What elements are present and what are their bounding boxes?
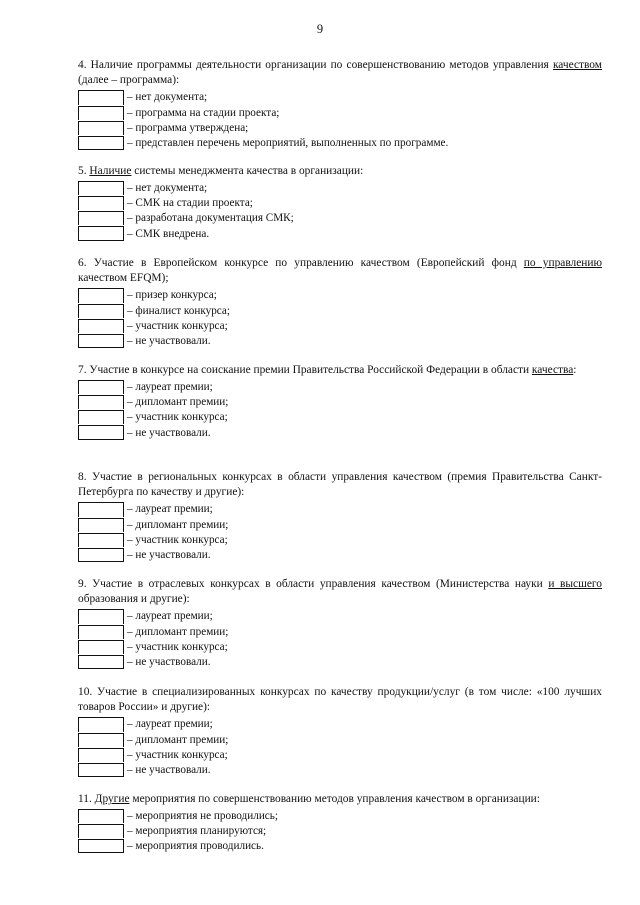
answer-option: – участник конкурса;	[78, 747, 602, 762]
page-number: 9	[316, 22, 324, 36]
answer-option: – участник конкурса;	[78, 639, 602, 654]
answer-checkbox[interactable]	[78, 395, 124, 409]
answer-checkbox[interactable]	[78, 763, 124, 777]
answer-checkbox[interactable]	[78, 548, 124, 562]
answer-option: – лауреат премии;	[78, 502, 602, 517]
question-5	[78, 164, 602, 241]
answer-checkbox[interactable]	[78, 502, 124, 516]
question-title: 8. Участие в региональных конкурсах в области управления качеством (премия Правительства Санкт-Петербурга по качеству и другие):	[78, 471, 602, 499]
answer-option: – призер конкурса;	[78, 288, 602, 303]
answer-option: – мероприятия не проводились;	[78, 808, 602, 823]
answer-option: – дипломант премии;	[78, 624, 602, 639]
answer-option: – финалист конкурса;	[78, 303, 602, 318]
question-title: 10. Участие в специализированных конкурсах по качеству продукции/услуг (в том числе: «100 лучших товаров России» и другие):	[78, 686, 602, 714]
answer-options	[78, 502, 602, 563]
answer-options	[78, 808, 602, 854]
answer-options	[78, 717, 602, 778]
answer-checkbox[interactable]	[78, 640, 124, 654]
answer-checkbox[interactable]	[78, 839, 124, 853]
answer-checkbox[interactable]	[78, 196, 124, 210]
answer-option: – не участвовали.	[78, 333, 602, 348]
answer-checkbox[interactable]	[78, 106, 124, 120]
answer-options	[78, 288, 602, 349]
answer-checkbox[interactable]	[78, 319, 124, 333]
answer-checkbox[interactable]	[78, 304, 124, 318]
answer-checkbox[interactable]	[78, 226, 124, 240]
answer-checkbox[interactable]	[78, 211, 124, 225]
answer-option: – не участвовали.	[78, 762, 602, 777]
answer-checkbox[interactable]	[78, 655, 124, 669]
question-title: 6. Участие в Европейском конкурсе по управлению качеством (Европейский фонд по управлению качеством EFQM);	[78, 257, 602, 285]
answer-options	[78, 379, 602, 440]
answer-checkbox[interactable]	[78, 181, 124, 195]
question-10	[78, 685, 602, 778]
answer-options	[78, 609, 602, 670]
answer-checkbox[interactable]	[78, 748, 124, 762]
answer-option: – дипломант премии;	[78, 732, 602, 747]
answer-options	[78, 180, 602, 241]
question-7	[78, 363, 602, 440]
answer-options	[78, 90, 602, 151]
answer-checkbox[interactable]	[78, 121, 124, 135]
question-6	[78, 256, 602, 349]
answer-checkbox[interactable]	[78, 90, 124, 104]
question-11	[78, 792, 602, 854]
answer-option: – участник конкурса;	[78, 532, 602, 547]
answer-option: – разработана документация СМК;	[78, 211, 602, 226]
answer-option: – участник конкурса;	[78, 318, 602, 333]
answer-checkbox[interactable]	[78, 717, 124, 731]
answer-option: – нет документа;	[78, 90, 602, 105]
question-title: 7. Участие в конкурсе на соискание премии Правительства Российской Федерации в области качества:	[78, 364, 577, 376]
question-9	[78, 577, 602, 670]
answer-checkbox[interactable]	[78, 518, 124, 532]
answer-option: – СМК на стадии проекта;	[78, 196, 602, 211]
answer-option: – не участвовали.	[78, 654, 602, 669]
question-title: 4. Наличие программы деятельности организации по совершенствованию методов управления качеством (далее – программа):	[78, 59, 602, 87]
answer-checkbox[interactable]	[78, 809, 124, 823]
answer-option: – нет документа;	[78, 180, 602, 195]
answer-option: – не участвовали.	[78, 425, 602, 440]
answer-option: – мероприятия планируются;	[78, 824, 602, 839]
answer-checkbox[interactable]	[78, 410, 124, 424]
answer-option: – дипломант премии;	[78, 395, 602, 410]
question-8	[78, 470, 602, 563]
answer-checkbox[interactable]	[78, 425, 124, 439]
answer-option: – лауреат премии;	[78, 379, 602, 394]
answer-option: – не участвовали.	[78, 547, 602, 562]
question-title: 11. Другие мероприятия по совершенствованию методов управления качеством в организации:	[78, 793, 540, 805]
answer-checkbox[interactable]	[78, 625, 124, 639]
answer-checkbox[interactable]	[78, 136, 124, 150]
answer-checkbox[interactable]	[78, 733, 124, 747]
question-4	[78, 58, 602, 151]
question-title: 5. Наличие системы менеджмента качества в организации:	[78, 165, 364, 177]
answer-option: – лауреат премии;	[78, 609, 602, 624]
answer-checkbox[interactable]	[78, 533, 124, 547]
answer-checkbox[interactable]	[78, 334, 124, 348]
answer-option: – программа на стадии проекта;	[78, 105, 602, 120]
question-title: 9. Участие в отраслевых конкурсах в области управления качеством (Министерства науки и высшего образования и другие):	[78, 578, 602, 606]
answer-option: – программа утверждена;	[78, 120, 602, 135]
answer-checkbox[interactable]	[78, 288, 124, 302]
answer-checkbox[interactable]	[78, 609, 124, 623]
answer-option: – участник конкурса;	[78, 410, 602, 425]
answer-option: – мероприятия проводились.	[78, 839, 602, 854]
answer-option: – лауреат премии;	[78, 717, 602, 732]
answer-checkbox[interactable]	[78, 824, 124, 838]
answer-option: – дипломант премии;	[78, 517, 602, 532]
answer-checkbox[interactable]	[78, 380, 124, 394]
answer-option: – представлен перечень мероприятий, выполненных по программе.	[78, 135, 602, 150]
answer-option: – СМК внедрена.	[78, 226, 602, 241]
